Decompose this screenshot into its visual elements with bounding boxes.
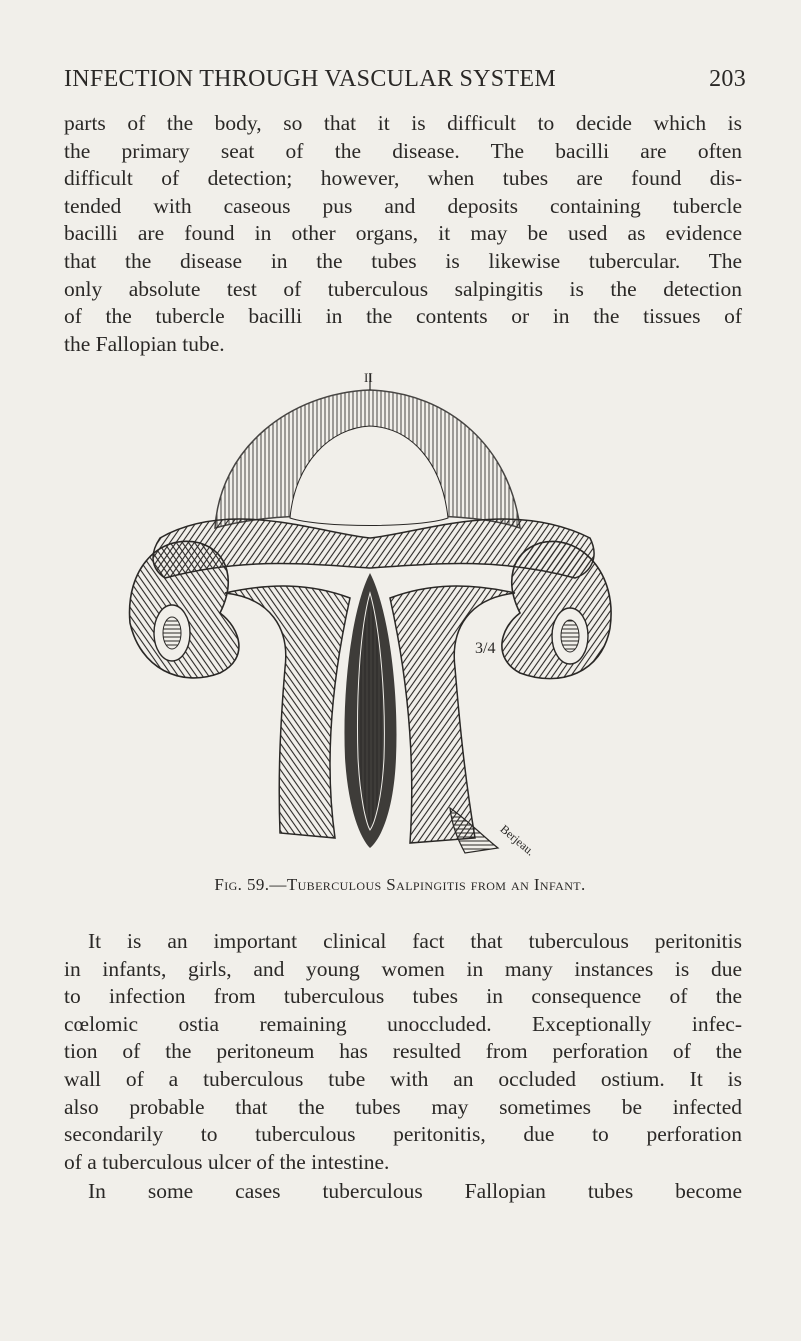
salpingitis-engraving — [120, 368, 620, 858]
page-number: 203 — [709, 66, 746, 92]
figure-caption-text: Fig. 59.—Tuberculous Salpingitis from an Infant. — [214, 875, 586, 894]
paragraph-2 — [64, 928, 742, 1176]
text-line: difficult of detection; however, when tubes are found dis- — [64, 166, 742, 191]
figure-59-illustration — [120, 368, 620, 858]
figure-label-top: II — [364, 370, 373, 385]
text-line: in infants, girls, and young women in many instances is due — [64, 956, 742, 981]
running-header — [64, 66, 746, 93]
text-line: also probable that the tubes may sometimes be infected — [64, 1094, 742, 1119]
figure-scale-label: 3/4 — [475, 640, 496, 657]
figure-caption — [120, 875, 680, 895]
text-line: tion of the peritoneum has resulted from perforation of the — [64, 1039, 742, 1064]
paragraph-3 — [64, 1178, 742, 1206]
text-line: that the disease in the tubes is likewise tubercular. The — [64, 248, 742, 273]
text-line: cœlomic ostia remaining unoccluded. Exceptionally infec- — [64, 1011, 742, 1036]
text-line: tended with caseous pus and deposits containing tubercle — [64, 193, 742, 218]
text-line: parts of the body, so that it is difficult to decide which is — [64, 111, 742, 135]
text-line: In some cases tuberculous Fallopian tubes become — [88, 1179, 742, 1203]
text-line: bacilli are found in other organs, it may be used as evidence — [64, 221, 742, 246]
text-line: the Fallopian tube. — [64, 331, 225, 356]
text-line: of a tuberculous ulcer of the intestine. — [64, 1149, 390, 1174]
text-line: only absolute test of tuberculous salpingitis is the detection — [64, 276, 742, 301]
text-line: to infection from tuberculous tubes in consequence of the — [64, 984, 742, 1009]
running-title: INFECTION THROUGH VASCULAR SYSTEM — [64, 66, 556, 92]
text-line: of the tubercle bacilli in the contents or in the tissues of — [64, 304, 742, 329]
text-line: the primary seat of the disease. The bacilli are often — [64, 138, 742, 163]
paragraph-1 — [64, 110, 742, 358]
text-line: It is an important clinical fact that tuberculous peritonitis — [88, 929, 742, 953]
text-line: secondarily to tuberculous peritonitis, due to perforation — [64, 1122, 742, 1147]
engraver-signature: Berjeau. — [497, 821, 538, 859]
text-line: wall of a tuberculous tube with an occluded ostium. It is — [64, 1066, 742, 1091]
